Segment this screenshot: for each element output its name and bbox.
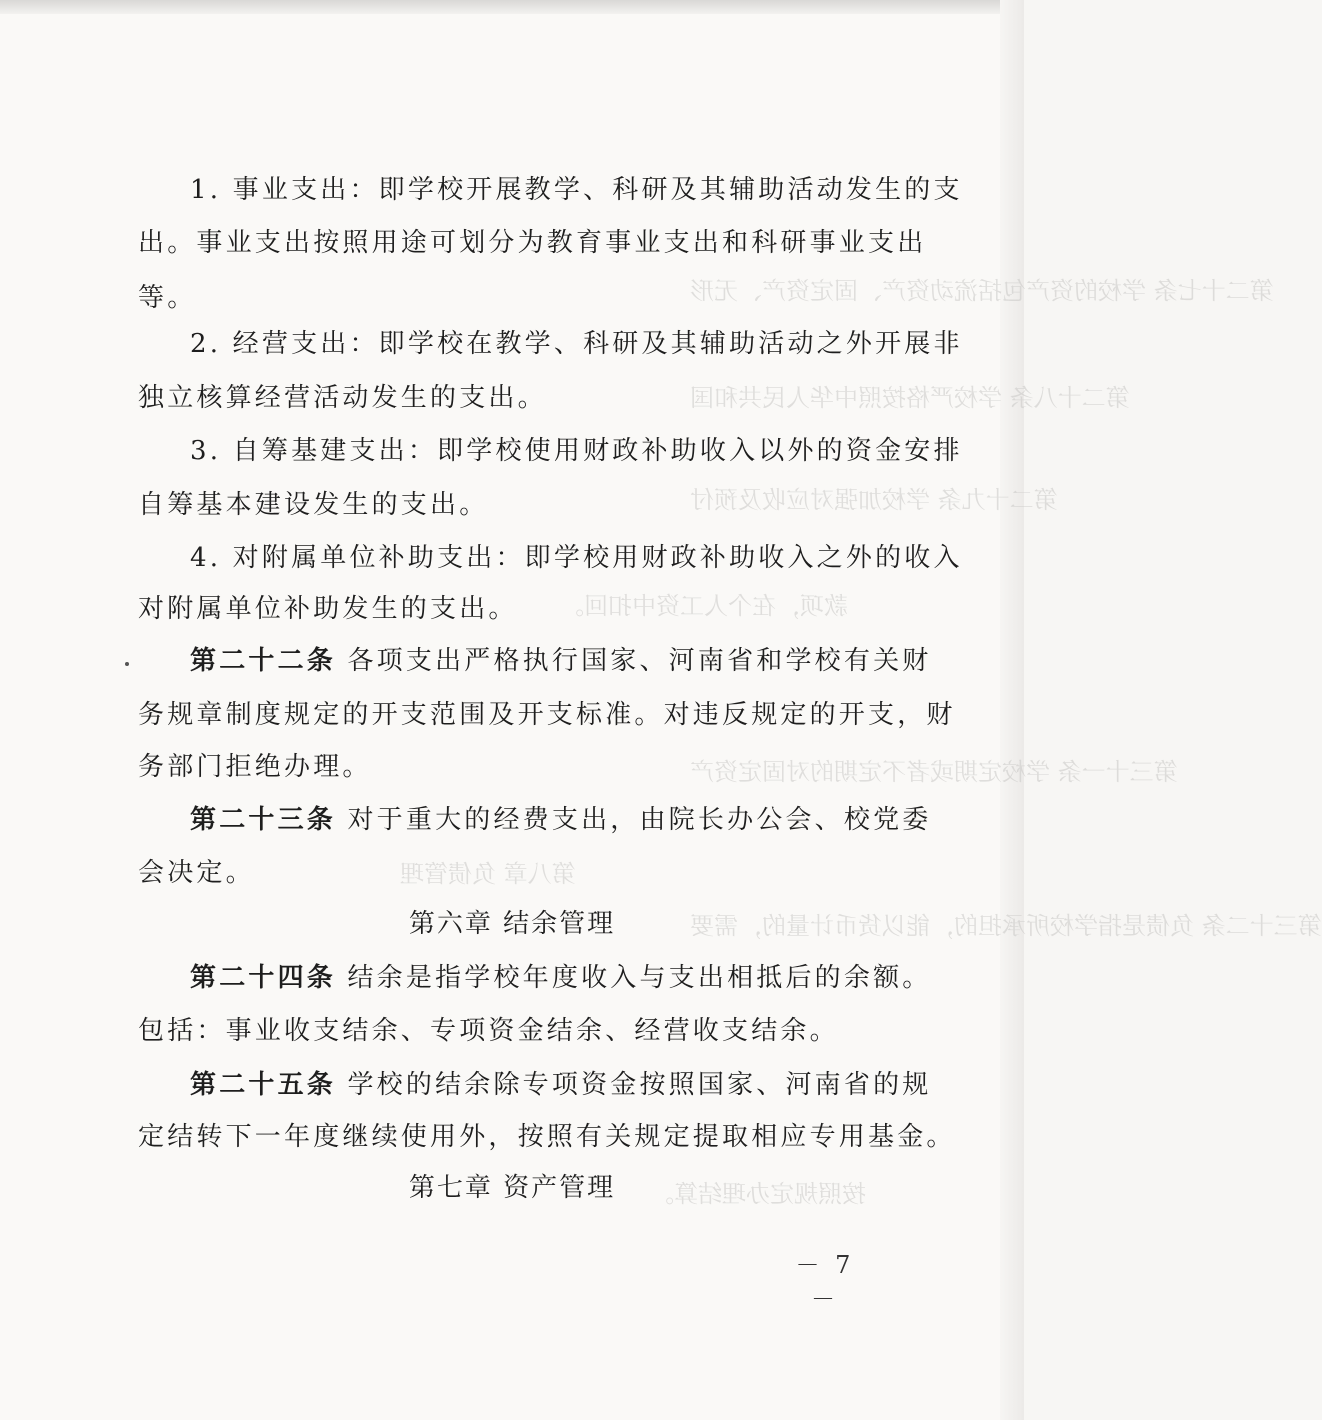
- text-line: 结余是指学校年度收入与支出相抵后的余额。: [347, 963, 932, 993]
- article-title: 第二十四条: [190, 963, 337, 993]
- text-line: 学校的结余除专项资金按照国家、河南省的规: [347, 1070, 932, 1100]
- scan-right-edge: [1000, 0, 1024, 1420]
- article-24-line: [190, 960, 932, 996]
- text-line: 独立核算经营活动发生的支出。: [138, 383, 547, 413]
- article-23-line: [190, 802, 932, 838]
- chapter-heading: 第六章 结余管理: [408, 909, 616, 939]
- page-number: － 7 －: [795, 1251, 855, 1313]
- text-line: 3. 自筹基建支出：即学校使用财政补助收入以外的资金安排: [190, 436, 963, 466]
- text-line: 务部门拒绝办理。: [138, 752, 372, 782]
- text-line: 务规章制度规定的开支范围及开支标准。对违反规定的开支，财: [138, 700, 956, 730]
- text-line: 各项支出严格执行国家、河南省和学校有关财: [347, 646, 932, 676]
- text-line: 对附属单位补助发生的支出。: [138, 594, 518, 624]
- text-line: 自筹基本建设发生的支出。: [138, 490, 489, 520]
- text-line: 会决定。: [138, 858, 255, 888]
- text-line: 2. 经营支出：即学校在教学、科研及其辅助活动之外开展非: [190, 329, 963, 359]
- article-title: 第二十三条: [190, 805, 337, 835]
- text-line: 出。事业支出按照用途可划分为教育事业支出和科研事业支出: [138, 228, 927, 258]
- text-line: 1. 事业支出：即学校开展教学、科研及其辅助活动发生的支: [190, 175, 963, 205]
- scan-speck: [125, 662, 129, 666]
- chapter-heading: 第七章 资产管理: [408, 1173, 616, 1203]
- article-title: 第二十五条: [190, 1070, 337, 1100]
- text-line: 定结转下一年度继续使用外，按照有关规定提取相应专用基金。: [138, 1122, 956, 1152]
- text-line: 等。: [138, 283, 197, 313]
- text-line: 4. 对附属单位补助支出：即学校用财政补助收入之外的收入: [190, 543, 963, 573]
- article-25-line: [190, 1067, 932, 1103]
- document-page: 第二十七条 学校的资产包括流动资产、固定资产、无形 第二十八条 学校严格按照中华人民共和国 第二十九条 学校加强对应收及预付 款项，在个人工资中扣回。 第三十一条 学校定期或者不定期的对固定资产 第八章 负债管理 第三十二条 负债是指学校所承担的，能以货币计量的，需要 按照规定办理结算。 1. 事业支出：即学校开展教学、科研及其辅助活动发生的支 出。事业支出按照用途可划分为教育事业支出和科研事业支出 等。 2. 经营支出：即学校在教学、科研及其辅助活动之外开展非 独立核算经营活动发生的支出。 3. 自筹基建支出：即学校使用财政补助收入以外的资金安排 自筹基本建设发生的支出。 4. 对附属单位补助支出：即学校用财政补助收入之外的收入 对附属单位补助发生的支出。 第二十二条 各项支出严格执行国家、河南省和学校有关财 务规章制度规定的开支范围及开支标准。对违反规定的开支，财 务部门拒绝办理。 第二十三条 对于重大的经费支出，由院长办公会、校党委 会决定。 第六章 结余管理 第二十四条 结余是指学校年度收入与支出相抵后的余额。 包括：事业收支结余、专项资金结余、经营收支结余。 第二十五条 学校的结余除专项资金按照国家、河南省的规 定结转下一年度继续使用外，按照有关规定提取相应专用基金。 第七章 资产管理 － 7 －: [0, 0, 1024, 1420]
- text-line: 对于重大的经费支出，由院长办公会、校党委: [347, 805, 932, 835]
- scan-top-edge: [0, 0, 1024, 14]
- text-line: 包括：事业收支结余、专项资金结余、经营收支结余。: [138, 1016, 839, 1046]
- article-22-line: [190, 643, 932, 679]
- article-title: 第二十二条: [190, 646, 337, 676]
